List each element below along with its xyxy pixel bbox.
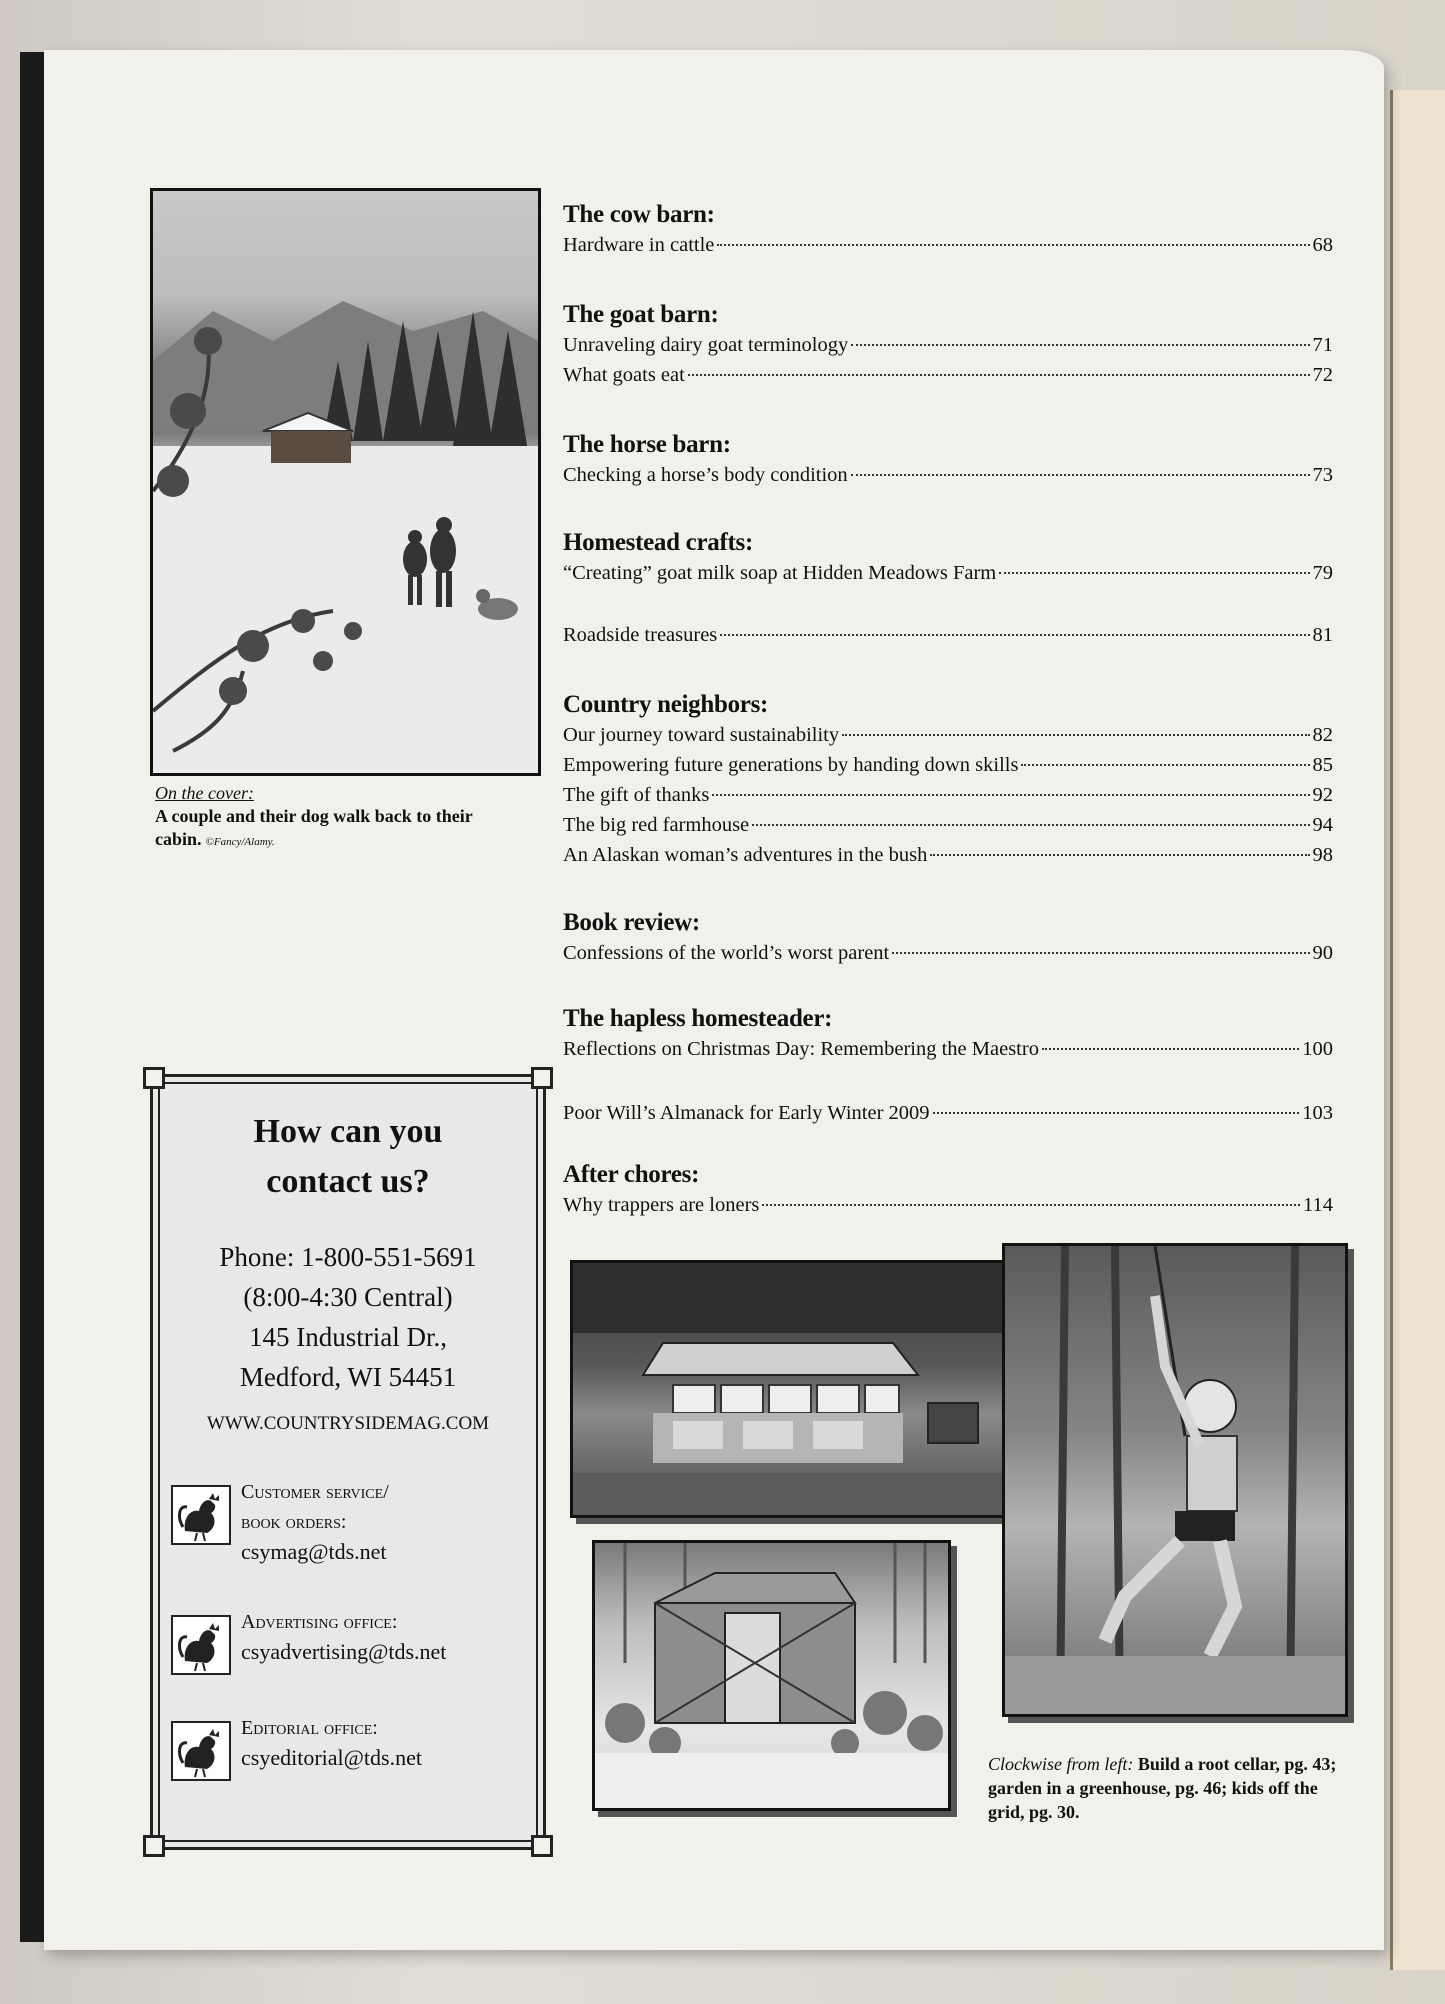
toc-entry[interactable]: Reflections on Christmas Day: Remembering the Maestro 100 bbox=[563, 1038, 1333, 1060]
adjacent-page-edge bbox=[1390, 90, 1445, 1970]
toc-section-title: Book review: bbox=[563, 909, 700, 936]
contact-heading: How can you contact us? bbox=[253, 1113, 443, 1200]
root-cellar-photo bbox=[592, 1540, 951, 1811]
rooster-icon bbox=[171, 1485, 231, 1545]
ornament-corner bbox=[143, 1835, 165, 1857]
toc-entry[interactable]: Hardware in cattle 68 bbox=[563, 234, 1333, 256]
toc-section-hapless-homesteader bbox=[563, 1004, 1333, 1064]
toc-section-title: The goat barn: bbox=[563, 301, 719, 328]
cover-photo bbox=[150, 188, 541, 776]
toc-entry[interactable]: Confessions of the world’s worst parent 90 bbox=[563, 942, 1333, 964]
toc-section-book-review bbox=[563, 908, 1333, 968]
toc-entry[interactable]: Why trappers are loners 114 bbox=[563, 1194, 1333, 1216]
office-advertising bbox=[171, 1607, 531, 1687]
magazine-binding bbox=[20, 52, 44, 1942]
ornament-corner bbox=[143, 1067, 165, 1089]
toc-entry[interactable]: Our journey toward sustainability 82 bbox=[563, 724, 1333, 746]
toc-section-title: The cow barn: bbox=[563, 201, 715, 228]
contact-box bbox=[150, 1074, 546, 1850]
contact-info bbox=[153, 1237, 543, 1439]
toc-entry[interactable]: Poor Will’s Almanack for Early Winter 2009 103 bbox=[563, 1102, 1333, 1124]
toc-entry[interactable]: “Creating” goat milk soap at Hidden Meadows Farm 79 bbox=[563, 562, 1333, 584]
toc-section-horse-barn bbox=[563, 430, 1333, 490]
toc-entry[interactable]: Unraveling dairy goat terminology 71 bbox=[563, 334, 1333, 356]
rooster-icon bbox=[171, 1615, 231, 1675]
office-customer-service bbox=[171, 1477, 531, 1564]
greenhouse-photo bbox=[570, 1260, 1008, 1518]
toc-entry[interactable]: An Alaskan woman’s adventures in the bush 98 bbox=[563, 844, 1333, 866]
toc-section-country-neighbors bbox=[563, 690, 1333, 870]
zipline-photo bbox=[1002, 1243, 1348, 1717]
rooster-icon bbox=[171, 1721, 231, 1781]
contact-address-line1: 145 Industrial Dr., bbox=[249, 1322, 447, 1352]
cover-photo-credit: ©Fancy/Alamy. bbox=[205, 836, 275, 848]
toc-section-goat-barn bbox=[563, 300, 1333, 390]
toc-entry[interactable]: What goats eat 72 bbox=[563, 364, 1333, 386]
website-link[interactable]: WWW.COUNTRYSIDEMAG.COM bbox=[206, 1413, 490, 1434]
toc-section-cow-barn bbox=[563, 200, 1333, 260]
toc-section-almanack bbox=[563, 1098, 1333, 1128]
cover-caption-text: A couple and their dog walk back to their cabin. bbox=[155, 806, 473, 849]
toc-entry[interactable]: Checking a horse’s body condition 73 bbox=[563, 464, 1333, 486]
photos-caption bbox=[988, 1752, 1348, 1824]
cover-caption bbox=[155, 782, 545, 854]
contact-hours: (8:00-4:30 Central) bbox=[243, 1282, 453, 1312]
photos-caption-label: Clockwise from left: bbox=[988, 1754, 1134, 1774]
toc-section-roadside bbox=[563, 620, 1333, 650]
office-name: Advertising office: bbox=[241, 1611, 398, 1633]
toc-section-title: Homestead crafts: bbox=[563, 529, 753, 556]
ornament-corner bbox=[531, 1067, 553, 1089]
toc-section-title: Country neighbors: bbox=[563, 691, 769, 718]
contact-address-line2: Medford, WI 54451 bbox=[239, 1362, 457, 1392]
toc-entry[interactable]: The gift of thanks 92 bbox=[563, 784, 1333, 806]
toc-entry[interactable]: The big red farmhouse 94 bbox=[563, 814, 1333, 836]
toc-section-title: The horse barn: bbox=[563, 431, 731, 458]
toc-section-title: The hapless homesteader: bbox=[563, 1005, 833, 1032]
photos-caption-text: Build a root cellar, pg. 43; garden in a greenhouse, pg. 46; kids off the grid, pg. 30. bbox=[988, 1754, 1337, 1822]
ornament-corner bbox=[531, 1835, 553, 1857]
toc-section-title: After chores: bbox=[563, 1161, 700, 1188]
toc-entry[interactable]: Empowering future generations by handing down skills 85 bbox=[563, 754, 1333, 776]
office-editorial bbox=[171, 1713, 531, 1793]
office-email[interactable]: csyadvertising@tds.net bbox=[241, 1639, 447, 1664]
toc-entry[interactable]: Roadside treasures 81 bbox=[563, 624, 1333, 646]
toc-section-after-chores bbox=[563, 1160, 1333, 1220]
contact-phone[interactable]: Phone: 1-800-551-5691 bbox=[219, 1242, 477, 1272]
office-name: Editorial office: bbox=[241, 1717, 378, 1739]
office-name: Customer service/ book orders: bbox=[241, 1481, 389, 1533]
cover-caption-label: On the cover: bbox=[155, 783, 254, 803]
toc-section-homestead-crafts bbox=[563, 528, 1333, 588]
office-email[interactable]: csyeditorial@tds.net bbox=[241, 1745, 422, 1770]
office-email[interactable]: csymag@tds.net bbox=[241, 1539, 387, 1564]
